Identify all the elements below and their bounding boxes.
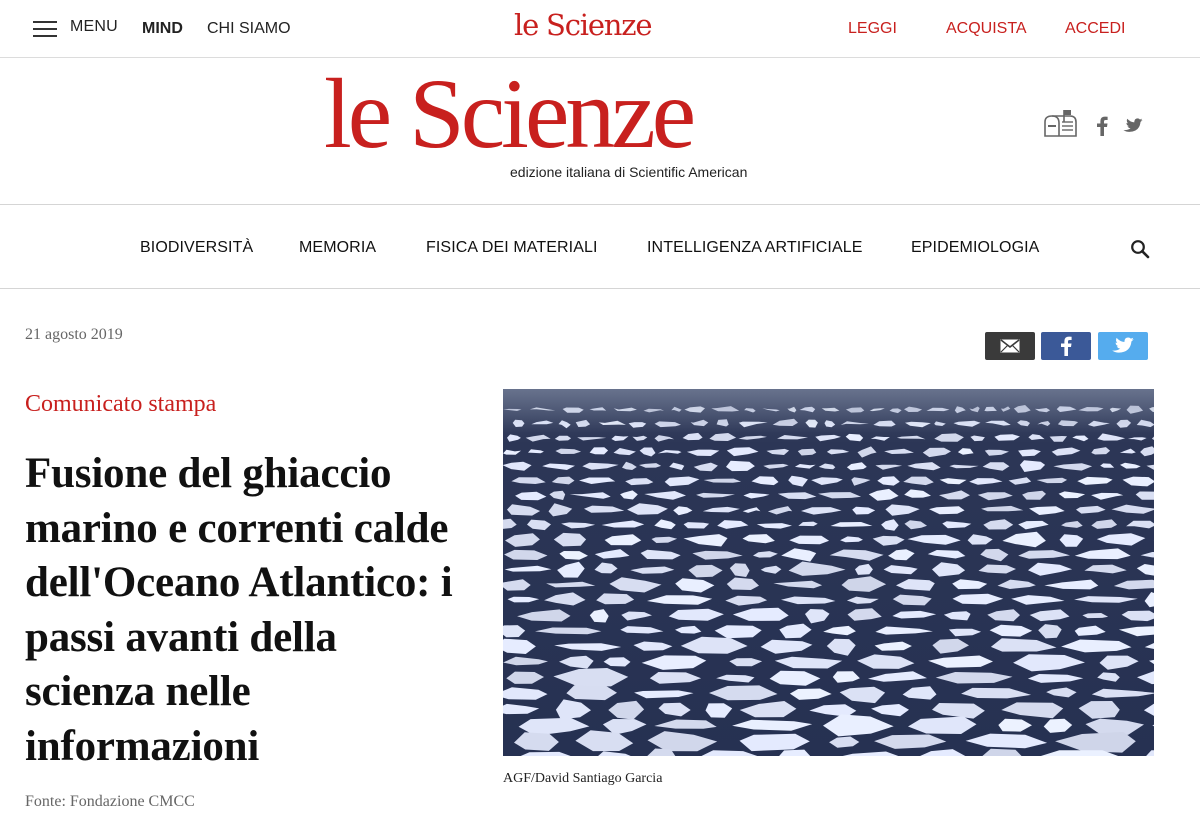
mailbox-icon[interactable] — [1042, 108, 1078, 140]
twitter-icon — [1112, 337, 1134, 355]
nav-item-memoria[interactable]: MEMORIA — [299, 239, 377, 256]
category-nav — [0, 205, 1200, 289]
nav-item-biodiversita[interactable]: BIODIVERSITÀ — [140, 239, 254, 256]
mail-icon — [1000, 339, 1020, 353]
article-source: Fonte: Fondazione CMCC — [25, 793, 195, 810]
menu-button[interactable] — [33, 18, 118, 36]
article-headline: Fusione del ghiaccio marino e correnti calde dell'Oceano Atlantico: i passi avanti della scienza nelle informazioni — [25, 450, 453, 770]
leggi-link[interactable]: LEGGI — [848, 20, 897, 37]
share-facebook-button[interactable] — [1041, 332, 1091, 360]
facebook-icon — [1060, 336, 1072, 356]
nav-item-intelligenza-artificiale[interactable]: INTELLIGENZA ARTIFICIALE — [647, 239, 863, 256]
photo-caption: AGF/David Santiago Garcia — [503, 771, 663, 786]
search-icon[interactable] — [1130, 239, 1150, 259]
logo-tagline: edizione italiana di Scientific American — [510, 164, 748, 180]
nav-item-fisica-dei-materiali[interactable]: FISICA DEI MATERIALI — [426, 239, 598, 256]
top-bar — [0, 0, 1200, 58]
site-logo[interactable]: le Scienze — [324, 58, 693, 169]
sea-ice-image — [503, 389, 1154, 756]
share-email-button[interactable] — [985, 332, 1035, 360]
masthead — [0, 58, 1200, 205]
small-logo[interactable]: le Scienze — [514, 8, 652, 42]
article-photo — [503, 389, 1154, 756]
article-kicker[interactable]: Comunicato stampa — [25, 391, 217, 417]
chi-siamo-link[interactable]: CHI SIAMO — [207, 20, 291, 37]
mind-link[interactable]: MIND — [142, 20, 183, 37]
accedi-link[interactable]: ACCEDI — [1065, 20, 1126, 37]
article-date: 21 agosto 2019 — [25, 326, 123, 343]
menu-label: MENU — [70, 18, 118, 35]
twitter-icon[interactable] — [1123, 118, 1143, 134]
menu-icon[interactable] — [33, 18, 57, 36]
facebook-icon[interactable] — [1096, 116, 1108, 136]
nav-item-epidemiologia[interactable]: EPIDEMIOLOGIA — [911, 239, 1040, 256]
acquista-link[interactable]: ACQUISTA — [946, 20, 1027, 37]
share-twitter-button[interactable] — [1098, 332, 1148, 360]
